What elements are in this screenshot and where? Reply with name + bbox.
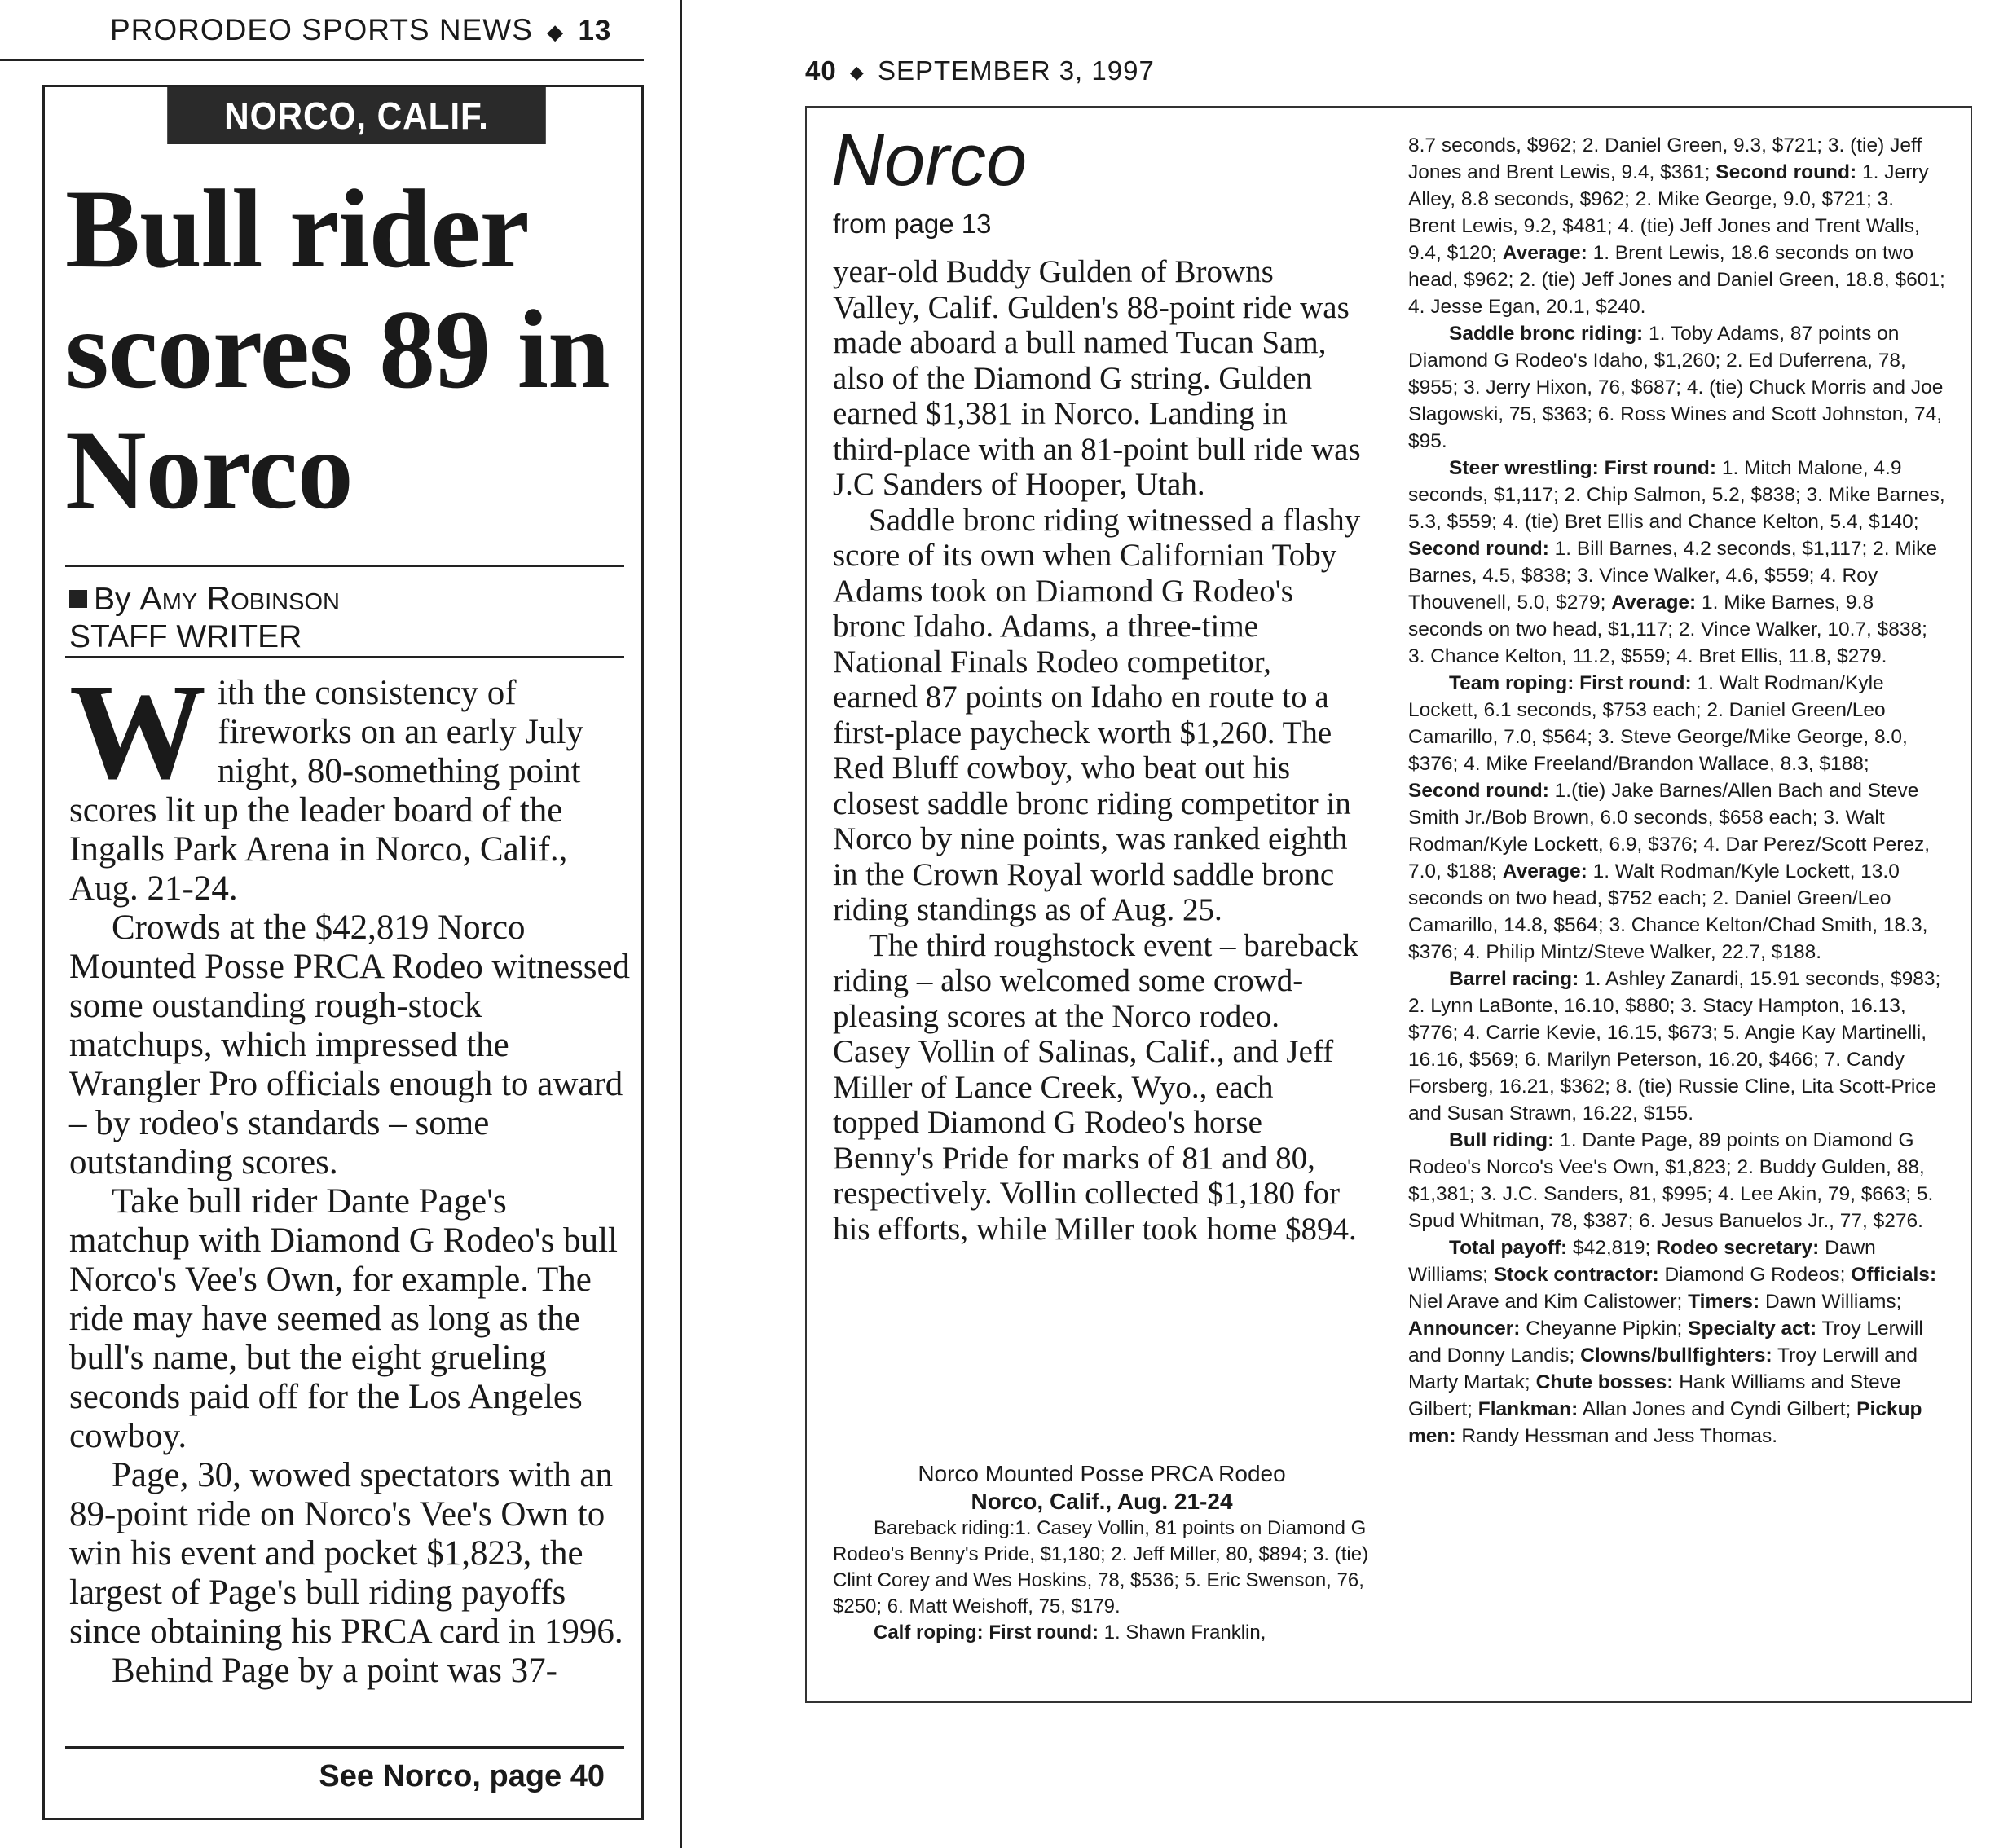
article-paragraph: Crowds at the $42,819 Norco Mounted Posse PRCA Rodeo witnessed some oustanding rough-stock matchups, which impressed the Wrangler Pro officials enough to award – by rodeo's standards – some outstanding scores.	[69, 909, 631, 1181]
issue-date: SEPTEMBER 3, 1997	[877, 55, 1155, 86]
results-bareback: Bareback riding:1. Casey Vollin, 81 points on Diamond G Rodeo's Benny's Pride, $1,180; 2. Jeff Miller, 80, $894; 3. (tie) Clint Corey and Wes Hoskins, 78, $536; 5. Eric Swenson, 76, $250; 6. Matt Weishoff, 75, $179.	[833, 1517, 1369, 1617]
byline-square-icon	[69, 590, 87, 608]
byline	[69, 579, 340, 656]
headline: Bull rider scores 89 in Norco	[65, 166, 610, 532]
results-calf-roping-cont: 8.7 seconds, $962; 2. Daniel Green, 9.3, $721; 3. (tie) Jeff Jones and Brent Lewis, 9.4, $361; Second round: 1. Jerry Alley, 8.8 seconds, $962; 2. Mike George, 9.0, $721; 3. Brent Lewis, 9.2, $481; 4. (tie) Jeff Jones and Trent Walls, 9.4, $120; Average: 1. Brent Lewis, 18.6 seconds on two head, $962; 2. (tie) Jeff Jones and Daniel Green, 18.8, $601; 4. Jesse Egan, 20.1, $240.	[1408, 134, 1945, 318]
byline-title: STAFF WRITER	[69, 619, 302, 654]
from-page-label: from page 13	[833, 209, 992, 239]
left-page-number: 13	[578, 15, 612, 46]
right-page-header	[805, 55, 1155, 86]
page-divider	[680, 0, 682, 1848]
results-bull-riding: Bull riding: 1. Dante Page, 89 points on Diamond G Rodeo's Norco's Vee's Own, $1,823; 2. Buddy Gulden, 88, $1,381; 3. J.C. Sanders, 81, $995; 4. Lee Akin, 79, $663; 5. Spud Whitman, 78, $387; 6. Jesus Banuelos Jr., 77, $276.	[1408, 1129, 1934, 1232]
jump-line: See Norco, page 40	[319, 1759, 605, 1793]
drop-cap: W	[69, 656, 206, 807]
right-article-box	[805, 106, 1972, 1703]
article-paragraph: year-old Buddy Gulden of Browns Valley, Calif. Gulden's 88-point ride was made aboard a bull named Tucan Sam, also of the Diamond G string. Gulden earned $1,381 in Norco. Landing in third-place with an 81-point bull ride was J.C Sanders of Hooper, Utah.	[833, 254, 1361, 502]
article-paragraph: Page, 30, wowed spectators with an 89-point ride on Norco's Vee's Own to win his event and pocket $1,823, the largest of Page's bull riding payoffs since obtaining his PRCA card in 1996.	[69, 1456, 623, 1651]
results-team-roping: Team roping: First round: 1. Walt Rodman/Kyle Lockett, 6.1 seconds, $753 each; 2. Daniel Green/Leo Camarillo, 7.0, $564; 3. Steve George/Mike George, 8.0, $376; 4. Mike Freeland/Brandon Wallace, 8.3, $188; Second round: 1.(tie) Jake Barnes/Allen Bach and Steve Smith Jr./Bob Brown, 6.0 seconds, $658 each; 3. Walt Rodman/Kyle Lockett, 6.9, $376; 4. Dar Perez/Scott Perez, 7.0, $188; Average: 1. Walt Rodman/Kyle Lockett, 13.0 seconds on two head, $752 each; 2. Daniel Green/Leo Camarillo, 14.8, $564; 3. Chance Kelton/Chad Smith, 18.3, $376; 4. Philip Mintz/Steve Walker, 22.7, $188.	[1408, 672, 1931, 963]
results-block	[833, 1460, 1371, 1646]
continuation-title: Norco	[831, 120, 1028, 201]
left-article-body	[69, 656, 632, 1691]
left-article-box	[42, 85, 644, 1820]
jump-rule	[65, 1746, 624, 1749]
header-rule	[0, 59, 644, 61]
byline-rule	[65, 565, 624, 567]
diamond-separator-icon: ◆	[547, 19, 565, 44]
article-paragraph: Saddle bronc riding witnessed a flashy score of its own when Californian Toby Adams took on Diamond G Rodeo's bronc Idaho. Adams, a three-time National Finals Rodeo competitor, earned 87 points on Idaho en route to a first-place paycheck worth $1,260. The Red Bluff cowboy, who beat out his closest saddle bronc riding competitor in Norco by nine points, was ranked eighth in the Crown Royal world saddle bronc riding standings as of Aug. 25.	[833, 502, 1361, 927]
byline-prefix: By	[94, 582, 131, 617]
right-page-number: 40	[805, 55, 837, 86]
results-calf-roping: Calf roping: First round: 1. Shawn Franklin,	[874, 1621, 1266, 1643]
diamond-separator-icon: ◆	[849, 62, 865, 83]
article-paragraph: The third roughstock event – bareback riding – also welcomed some crowd-pleasing scores at the Norco rodeo. Casey Vollin of Salinas, Calif., and Jeff Miller of Lance Creek, Wyo., each topped Diamond G Rodeo's horse Benny's Pride for marks of 81 and 80, respectively. Vollin collected $1,180 for his efforts, while Miller took home $894.	[833, 927, 1359, 1247]
dateline-banner: NORCO, CALIF.	[167, 87, 546, 144]
results-saddle-bronc: Saddle bronc riding: 1. Toby Adams, 87 points on Diamond G Rodeo's Idaho, $1,260; 2. Ed Duferrena, 78, $955; 3. Jerry Hixon, 76, $687; 4. (tie) Chuck Morris and Joe Slagowski, 75, $363; 6. Ross Wines and Scott Johnston, 74, $95.	[1408, 323, 1944, 452]
results-title: Norco Mounted Posse PRCA Rodeo Norco, Calif., Aug. 21-24	[918, 1461, 1286, 1514]
article-paragraph: Take bull rider Dante Page's matchup with Diamond G Rodeo's bull Norco's Vee's Own, for example. The ride may have seemed as long as the bull's name, but the eight grueling seconds paid off for the Los Angeles cowboy.	[69, 1182, 618, 1455]
results-steer-wrestling: Steer wrestling: First round: 1. Mitch Malone, 4.9 seconds, $1,117; 2. Chip Salmon, 5.2, $838; 3. Mike Barnes, 5.3, $559; 4. (tie) Bret Ellis and Chance Kelton, 5.4, $140; Second round: 1. Bill Barnes, 4.2 seconds, $1,117; 2. Mike Barnes, 4.5, $838; 3. Vince Walker, 4.6, $559; 4. Roy Thouvenell, 5.0, $279; Average: 1. Mike Barnes, 9.8 seconds on two head, $1,117; 2. Vince Walker, 10.7, $838; 3. Chance Kelton, 11.2, $559; 4. Bret Ellis, 11.8, $279.	[1408, 457, 1945, 667]
article-paragraph: Behind Page by a point was 37-	[112, 1652, 557, 1690]
article-paragraph: With the consistency of fireworks on an early July night, 80-something point scores lit up the leader board of the Ingalls Park Arena in Norco, Calif., Aug. 21-24.	[69, 656, 583, 908]
right-column-1	[833, 254, 1363, 1247]
byline-author: Amy Robinson	[139, 579, 340, 617]
results-credits: Total payoff: $42,819; Rodeo secretary: Dawn Williams; Stock contractor: Diamond G Rodeos; Officials: Niel Arave and Kim Calistower; Timers: Dawn Williams; Announcer: Cheyanne Pipkin; Specialty act: Troy Lerwill and Donny Landis; Clowns/bullfighters: Troy Lerwill and Marty Martak; Chute bosses: Hank Williams and Steve Gilbert; Flankman: Allan Jones and Cyndi Gilbert; Pickup men: Randy Hessman and Jess Thomas.	[1408, 1237, 1937, 1447]
right-column-2	[1408, 132, 1946, 1450]
left-page-header	[110, 13, 611, 47]
publication-name: PRORODEO SPORTS NEWS	[110, 13, 533, 46]
results-barrel-racing: Barrel racing: 1. Ashley Zanardi, 15.91 seconds, $983; 2. Lynn LaBonte, 16.10, $880; 3. Stacy Hampton, 16.13, $776; 4. Carrie Kevie, 16.15, $673; 5. Angie Kay Martinelli, 16.16, $569; 6. Marilyn Peterson, 16.20, $466; 7. Candy Forsberg, 16.21, $362; 8. (tie) Russie Cline, Lita Scott-Price and Susan Strawn, 16.22, $155.	[1408, 968, 1941, 1124]
